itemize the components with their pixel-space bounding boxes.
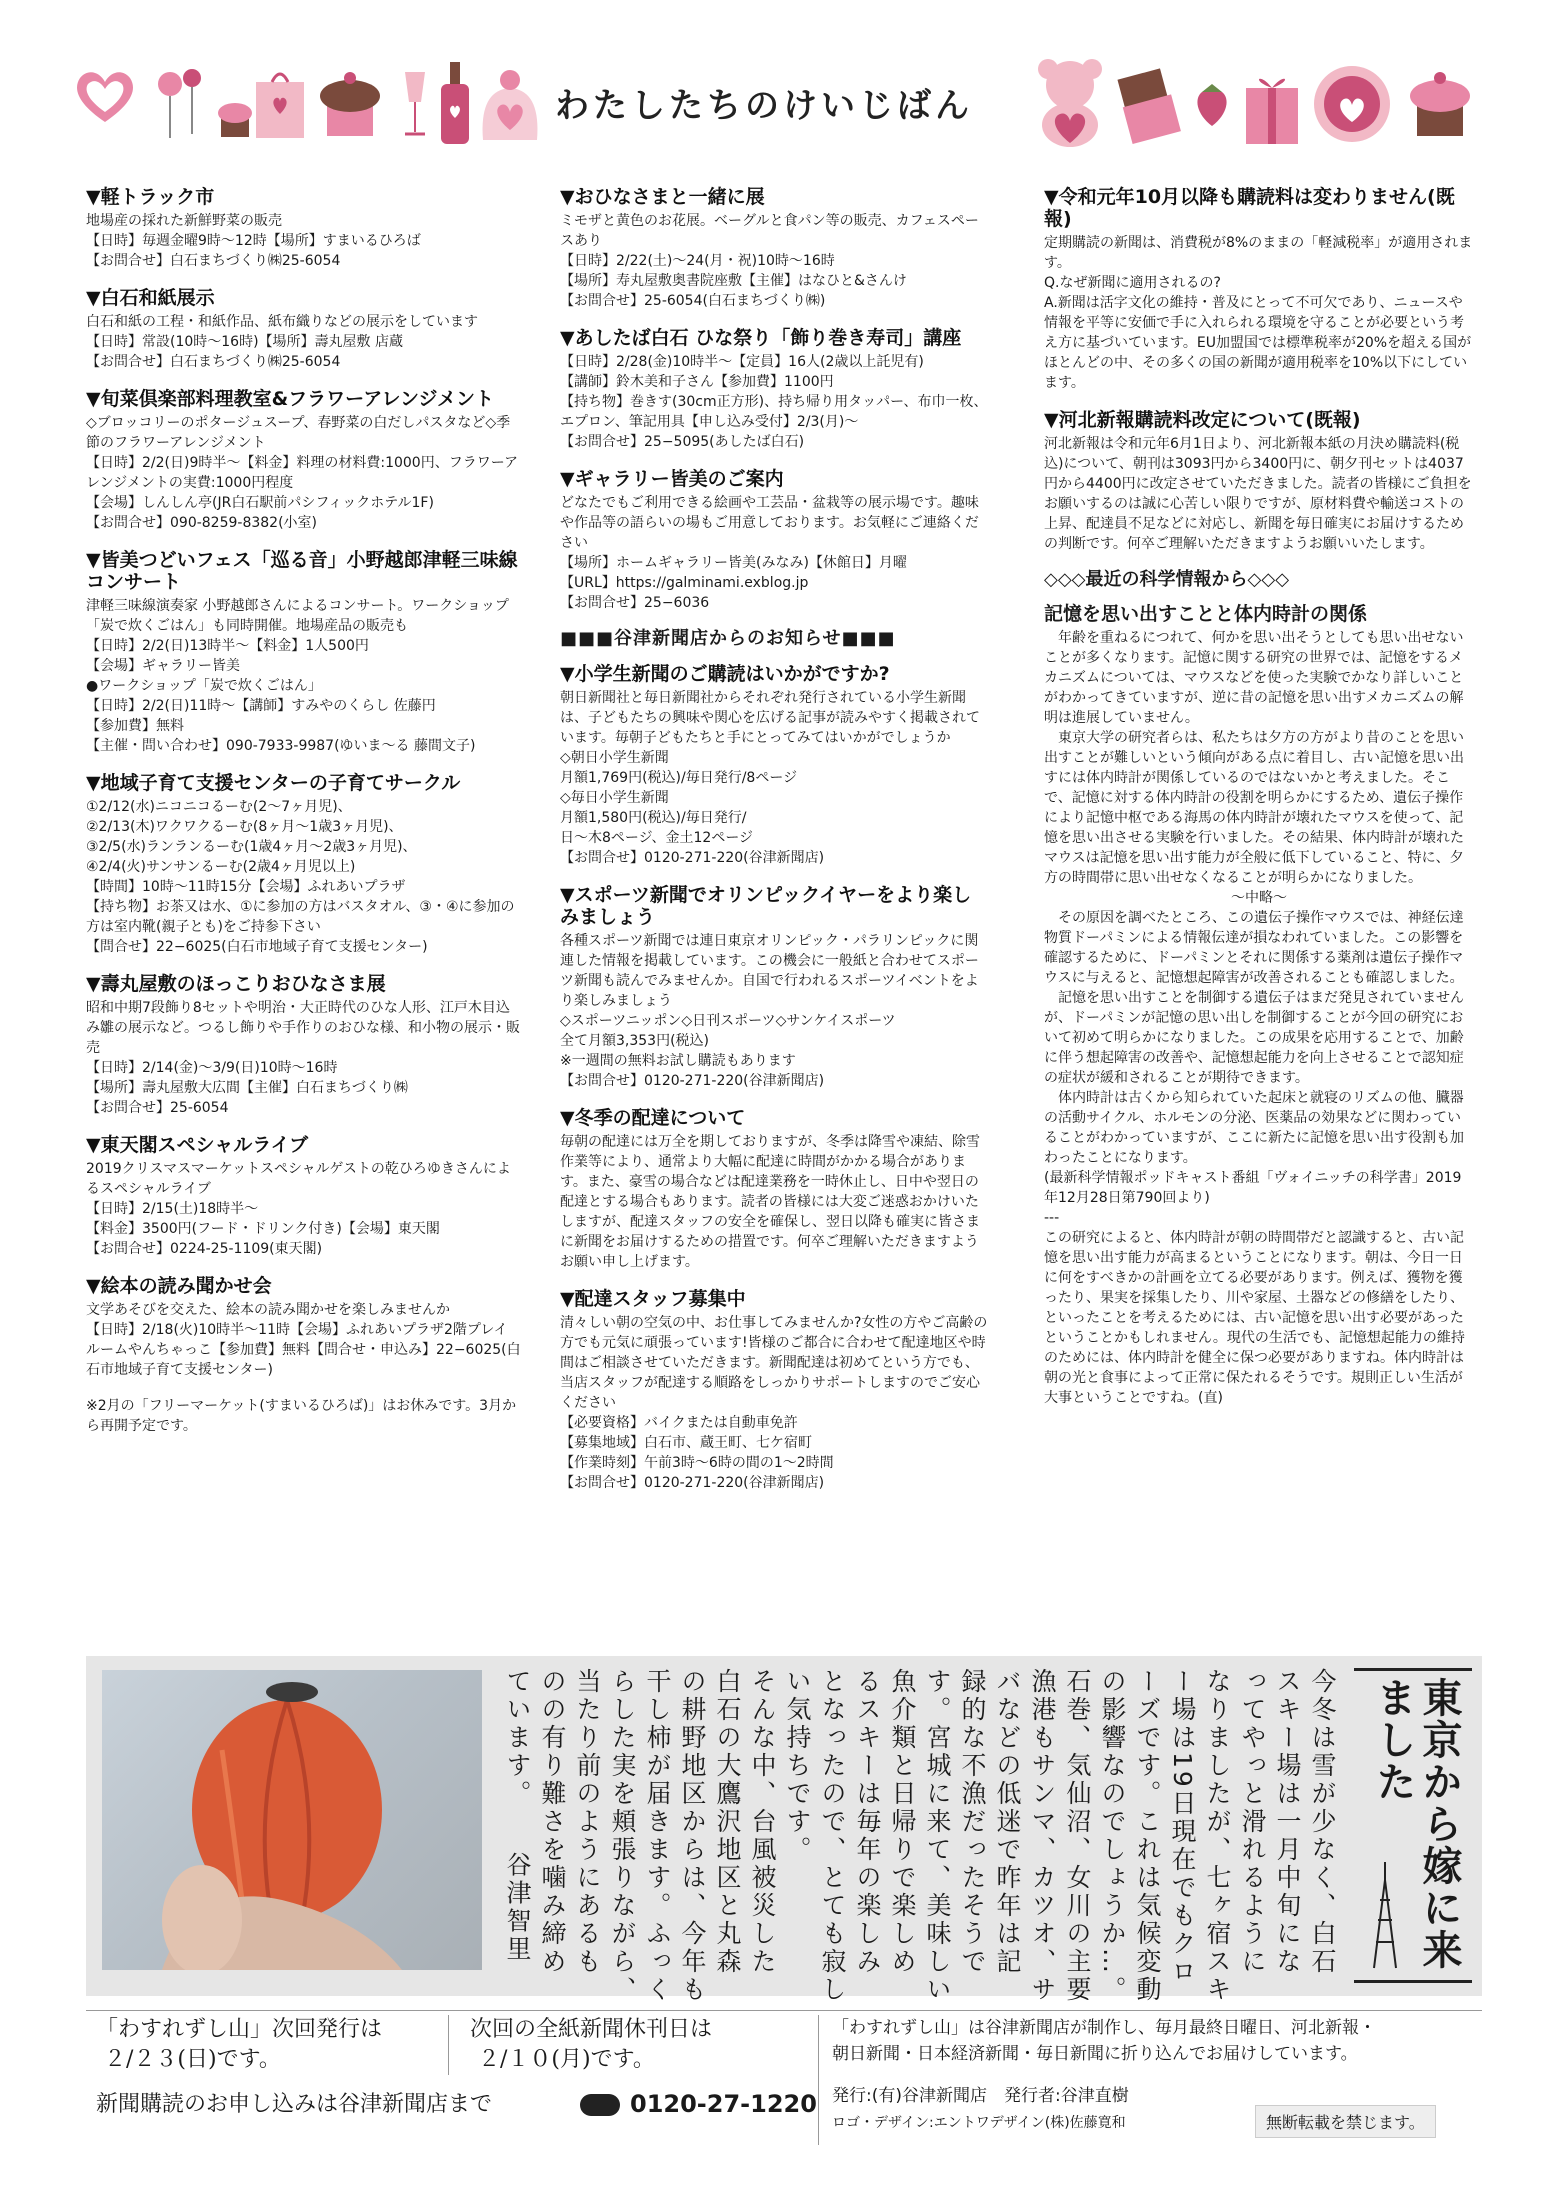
section-title: ▼配達スタッフ募集中	[560, 1288, 746, 1310]
section-line: 【日時】2/2(日)9時半〜【料金】料理の材料費:1000円、フラワーアレンジメントの実費:1000円程度	[86, 455, 519, 491]
tokyo-tower-icon	[1368, 1860, 1402, 1970]
page-title: わたしたちのけいじばん	[555, 86, 973, 126]
event-section	[560, 327, 988, 452]
cupcake-icon	[1405, 62, 1475, 142]
section-line: 【日時】2/22(土)〜24(月・祝)10時〜16時	[560, 253, 835, 269]
section-line: ◇スポーツニッポン◇日刊スポーツ◇サンケイスポーツ	[560, 1013, 896, 1029]
section-line: 【必要資格】バイクまたは自動車免許	[560, 1415, 798, 1431]
section-line: ◇朝日小学生新聞	[560, 750, 669, 766]
section-line: 【日時】2/15(土)18時半〜	[86, 1201, 259, 1217]
section-line: ◇ブロッコリーのポタージュスープ、春野菜の白だしパスタなど◇季節のフラワーアレンジメント	[86, 415, 511, 451]
section-line: 【お問合せ】090-8259-8382(小室)	[86, 515, 318, 531]
section-line: 【問合せ】22−6025(白石市地域子育て支援センター)	[86, 939, 428, 955]
event-section	[560, 186, 988, 311]
section-line: 【講師】鈴木美和子さん【参加費】1100円	[560, 374, 834, 390]
event-section	[86, 186, 521, 271]
essay-column: そんな中、台風被災した	[748, 1668, 777, 1976]
notice-section	[1044, 186, 1474, 393]
section-title: ▼スポーツ新聞でオリンピックイヤーをより楽しみましょう	[560, 884, 972, 928]
essay-column: い気持ちです。	[783, 1668, 812, 1864]
section-line: 日〜木8ページ、金土12ページ	[560, 830, 754, 846]
science-paragraph: 体内時計は古くから知られていた起床と就寝のリズムの他、臓器の活動サイクル、ホルモンの分泌、医薬品の効果などに関わっていることがわかっていますが、ここに新たに記憶を思い出す役割も加わったことになります。	[1044, 1090, 1464, 1166]
strawberry-icon	[1190, 80, 1235, 130]
essay-title: 東京から嫁に来ました	[1370, 1677, 1462, 1971]
phone-number: 0120-27-1220	[630, 2090, 817, 2118]
section-line: 【料金】3500円(フード・ドリンク付き)【会場】東天閣	[86, 1221, 440, 1237]
section-line: ③2/5(水)ランランるーむ(1歳4ヶ月〜2歳3ヶ月児)、	[86, 839, 417, 855]
lollipop-icon	[150, 62, 210, 142]
section-title: ▼軽トラック市	[86, 186, 215, 208]
no-reprint-badge: 無断転載を禁じます。	[1255, 2105, 1436, 2138]
event-section	[560, 468, 988, 613]
essay-column: ーズです。これは気候変動	[1133, 1668, 1162, 2004]
notice-section	[560, 663, 988, 868]
about-text: 「わすれずし山」は谷津新聞店が制作し、毎月最終日曜日、河北新報・ 朝日新聞・日本経済新聞・毎日新聞に折り込んでお届けしています。	[832, 2018, 1376, 2064]
section-line: 【日時】2/2(日)11時〜【講師】すみやのくらし 佐藤円	[86, 698, 436, 714]
section-line: 2019クリスマスマーケットスペシャルゲストの乾ひろゆきさんによるスペシャルライブ	[86, 1161, 511, 1197]
event-section	[86, 287, 521, 372]
section-line: 【場所】寿丸屋敷奥書院座敷【主催】はなひと&さんけ	[560, 273, 907, 289]
section-line: ●ワークショップ「炭で炊くごはん」	[86, 678, 322, 694]
notice-section	[1044, 409, 1474, 554]
section-line: ミモザと黄色のお花展。ベーグルと食パン等の販売、カフェスペースあり	[560, 213, 979, 249]
essay-title-box	[1354, 1668, 1472, 1983]
love-plate-icon	[1310, 62, 1395, 147]
essay-column: スキー場は一月中旬にな	[1273, 1668, 1302, 1976]
essay-column: 録的な不漁だったそうで	[958, 1668, 987, 1976]
section-line: 【お問合せ】白石まちづくり㈱25-6054	[86, 253, 341, 269]
section-line: 白石和紙の工程・和紙作品、紙布織りなどの展示をしています	[86, 314, 478, 330]
dried-persimmon-photo	[102, 1670, 482, 1970]
essay-column: ー場は19日現在でもクロ	[1168, 1668, 1197, 1986]
essay-column: の影響なのでしょうか…。	[1098, 1668, 1127, 2004]
events-column-1	[86, 186, 521, 1436]
section-line: 津軽三味線演奏家 小野越郎さんによるコンサート。ワークショップ「炭で炊くごはん」も同時開催。地場産品の販売も	[86, 598, 509, 634]
section-line: ④2/4(火)サンサンるーむ(2歳4ヶ月児以上)	[86, 859, 356, 875]
notices-column-3	[1044, 186, 1474, 1408]
section-line: 【お問合せ】0120-271-220(谷津新聞店)	[560, 1475, 825, 1491]
section-line: 【作業時刻】午前3時〜6時の間の1〜2時間	[560, 1455, 834, 1471]
section-title: ▼旬菜倶楽部料理教室&フラワーアレンジメント	[86, 388, 494, 410]
section-line: 昭和中期7段飾り8セットや明治・大正時代のひな人形、江戸木目込み雛の展示など。つるし飾りや手作りのおひな様、和小物の展示・販売	[86, 1000, 520, 1056]
header	[0, 0, 1553, 150]
section-title: ▼地域子育て支援センターの子育てサークル	[86, 772, 461, 794]
section-line: 【お問合せ】25-6054	[86, 1100, 229, 1116]
essay-column: らした実を頬張りながら、	[608, 1668, 637, 2004]
section-line: 【日時】2/28(金)10時半〜【定員】16人(2歳以上託児有)	[560, 354, 924, 370]
subscribe-text: 新聞購読のお申し込みは谷津新聞店まで	[96, 2092, 493, 2117]
essay-column: となったので、とても寂し	[818, 1668, 847, 2004]
notice-section	[560, 884, 988, 1091]
wine-bottle-icon	[435, 58, 475, 148]
essay-column: 干し柿が届きます。ふっく	[643, 1668, 672, 2004]
phone-icon	[580, 2094, 620, 2116]
section-line: 【日時】2/14(金)〜3/9(日)10時〜16時	[86, 1060, 338, 1076]
section-title: ▼小学生新聞のご購読はいかがですか?	[560, 663, 890, 685]
section-line: 【お問合せ】白石まちづくり㈱25-6054	[86, 354, 341, 370]
science-paragraph: 年齢を重ねるにつれて、何かを思い出そうとしても思い出せないことが多くなります。記憶に関する研究の世界では、記憶をするメカニズムについては、マウスなどを使った実験でかなり詳しいことがわかってきていますが、逆に昔の記憶を思い出すメカニズムの解明は進展していません。	[1044, 630, 1464, 726]
flea-market-note: ※2月の「フリーマーケット(すまいるひろば)」はお休みです。3月から再開予定です。	[86, 1398, 517, 1434]
gift-bag-icon	[250, 62, 310, 142]
events-column-2	[560, 186, 988, 1509]
holiday-text: 次回の全紙新聞休刊日は ２/１０(月)です。	[470, 2017, 713, 2072]
event-section	[86, 1275, 521, 1380]
section-line: ①2/12(水)ニコニコるーむ(2〜7ヶ月児)、	[86, 799, 352, 815]
essay-column: 白石の大鷹沢地区と丸森	[713, 1668, 742, 1976]
section-line: 毎朝の配達には万全を期しておりますが、冬季は降雪や凍結、除雪作業等により、通常より大幅に配達に時間がかかる場合があります。また、豪雪の場合などは配達業務を一時休止し、日中や翌日の配達とする場合もあります。読者の皆様には大変ご迷惑おかけいたしますが、配達スタッフの安全を確保し、翌日以降も確実に皆さまに新聞をお届けするための措置です。何卒ご理解いただきますようお願い申し上げます。	[560, 1134, 980, 1270]
section-line: ②2/13(木)ワクワクるーむ(8ヶ月〜1歳3ヶ月児)、	[86, 819, 403, 835]
section-title: ▼令和元年10月以降も購読料は変わりません(既報)	[1044, 186, 1455, 230]
notice-section	[560, 1288, 988, 1493]
notice-section	[560, 1107, 988, 1272]
science-paragraph: その原因を調べたところ、この遺伝子操作マウスでは、神経伝達物質ドーパミンによる情報伝達が損なわれていました。この影響を確認するために、ドーパミンとそれに関係する薬剤は遺伝子操作マウスに与えると、記憶想起障害が改善されることも確認しました。	[1044, 910, 1464, 986]
section-line: 【時間】10時〜11時15分【会場】ふれあいプラザ	[86, 879, 406, 895]
section-line: 【場所】壽丸屋敷大広間【主催】白石まちづくり㈱	[86, 1080, 408, 1096]
section-line: 河北新報は令和元年6月1日より、河北新報本紙の月決め購読料(税込)について、朝刊は3093円から3400円に、朝夕刊セットは4037円から4400円に改定させていただきました。読者の皆様にご負担をお願いするのは誠に心苦しい限りですが、原材料費や輸送コストの上昇、配達員不足などに対応し、新聞を毎日確実にお届けするための判断です。何卒ご理解いただきますようお願いいたします。	[1044, 436, 1472, 552]
teddy-bear-icon	[1030, 55, 1110, 150]
publisher-text: 発行:(有)谷津新聞店 発行者:谷津直樹	[832, 2086, 1129, 2106]
love-gift-bag-icon	[475, 60, 545, 145]
section-title: ▼皆美つどいフェス「巡る音」小野越郎津軽三味線コンサート	[86, 549, 518, 593]
section-title: ▼東天閣スペシャルライブ	[86, 1134, 309, 1156]
section-line: 清々しい朝の空気の中、お仕事してみませんか?女性の方やご高齢の方でも元気に頑張っています!皆様のご都合に合わせて配達地区や時間はご相談させていただきます。新聞配達は初めてという方でも、当店スタッフが配達する順路をしっかりサポートしますのでご安心ください	[560, 1315, 988, 1411]
section-title: ▼あしたば白石 ひな祭り「飾り巻き寿司」講座	[560, 327, 962, 349]
champagne-glass-icon	[395, 62, 435, 142]
essay-body	[500, 1668, 1340, 2004]
essay-column: なりましたが、七ヶ宿スキ	[1203, 1668, 1232, 2004]
science-article-title: 記憶を思い出すことと体内時計の関係	[1044, 603, 1368, 625]
section-line: 定期購読の新聞は、消費税が8%のままの「軽減税率」が適用されます。	[1044, 235, 1473, 271]
section-line: A.新聞は活字文化の維持・普及にとって不可欠であり、ニュースや情報を平等に安価で手に入れられる環境を守ることが必要という考え方に基づいています。EU加盟国では標準税率が20%を超える国がほとんどの中、その多くの国の新聞が適用税率を10%以下にしています。	[1044, 295, 1472, 391]
section-line: 【持ち物】お茶又は水、①に参加の方はバスタオル、③・④に参加の方は室内靴(親子とも)をご持参下さい	[86, 899, 515, 935]
essay-column: 今冬は雪が少なく、白石	[1308, 1668, 1337, 1976]
event-section	[86, 1134, 521, 1259]
section-line: ◇毎日小学生新聞	[560, 790, 669, 806]
section-line: 【日時】毎週金曜9時〜12時【場所】すまいるひろば	[86, 233, 421, 249]
essay-column: ってやっと滑れるように	[1238, 1668, 1267, 1976]
event-section	[86, 772, 521, 957]
event-section	[86, 973, 521, 1118]
essay-column: 当たり前のようにあるも	[573, 1668, 602, 1976]
section-line: 【場所】ホームギャラリー皆美(みなみ)【休館日】月曜	[560, 555, 907, 571]
section-title: ▼白石和紙展示	[86, 287, 215, 309]
section-line: 【お問合せ】0120-271-220(谷津新聞店)	[560, 1073, 825, 1089]
section-line: 【会場】しんしん亭(JR白石駅前パシフィックホテル1F)	[86, 495, 434, 511]
design-credit: ロゴ・デザイン:エントワデザイン(株)佐藤寛和	[832, 2115, 1126, 2131]
section-line: 【日時】2/2(日)13時半〜【料金】1人500円	[86, 638, 369, 654]
cupcake-icon	[315, 62, 385, 142]
section-line: 各種スポーツ新聞では連日東京オリンピック・パラリンピックに関連した情報を掲載しています。この機会に一般紙と合わせてスポーツ新聞も読んでみませんか。自国で行われるスポーツイベントをより楽しみましょう	[560, 933, 979, 1009]
section-line: 【日時】2/18(火)10時半〜11時【会場】ふれあいプラザ2階プレイルームやんちゃっこ【参加費】無料【問合せ・申込み】22−6025(白石市地域子育て支援センター)	[86, 1322, 521, 1378]
essay-column: のの有り難さを噛み締め	[538, 1668, 567, 1976]
section-line: 月額1,580円(税込)/毎日発行/	[560, 810, 747, 826]
section-line: 【お問合せ】0224-25-1109(東天閣)	[86, 1241, 323, 1257]
section-line: Q.なぜ新聞に適用されるの?	[1044, 275, 1221, 291]
section-line: 朝日新聞社と毎日新聞社からそれぞれ発行されている小学生新聞は、子どもたちの興味や関心を広げる記事が読みやすく掲載されています。毎朝子どもたちと手にとってみてはいかがでしょうか	[560, 690, 980, 746]
science-paragraph: ---	[1044, 1210, 1060, 1226]
section-line: 全て月額3,353円(税込)	[560, 1033, 710, 1049]
section-line: 【日時】常設(10時〜16時)【場所】壽丸屋敷 店蔵	[86, 334, 404, 350]
shop-notice-heading: ■■■谷津新聞店からのお知らせ■■■	[560, 628, 896, 649]
section-line: 月額1,769円(税込)/毎日発行/8ページ	[560, 770, 798, 786]
section-title: ▼冬季の配達について	[560, 1107, 746, 1129]
section-title: ▼壽丸屋敷のほっこりおひなさま展	[86, 973, 386, 995]
chocolate-bar-icon	[1115, 65, 1185, 145]
section-line: 【募集地域】白石市、蔵王町、七ケ宿町	[560, 1435, 812, 1451]
section-line: 【お問合せ】0120-271-220(谷津新聞店)	[560, 850, 825, 866]
section-line: 【お問合せ】25−5095(あしたば白石)	[560, 434, 805, 450]
section-line: 【参加費】無料	[86, 718, 184, 734]
next-issue-text: 「わすれずし山」次回発行は ２/２３(日)です。	[96, 2017, 383, 2072]
section-line: ※一週間の無料お試し購読もあります	[560, 1053, 796, 1069]
section-line: 【URL】https://galminami.exblog.jp	[560, 575, 809, 591]
essay-column: るスキーは毎年の楽しみ	[853, 1668, 882, 1976]
gift-box-icon	[1240, 62, 1305, 147]
science-paragraph: 東京大学の研究者らは、私たちは夕方の方がより昔のことを思い出すことが難しいという傾向がある点に着目し、古い記憶を思い出すには体内時計が関係しているのではないかと考えました。そこで、記憶に対する体内時計の役割を明らかにするため、遺伝子操作により記憶中枢である海馬の体内時計が壊れたマウスを使って、記憶を思い出させる実験を行いました。その結果、体内時計が壊れたマウスは記憶を思い出す能力が全般に低下していること、特に、夕方の時間帯に思い出せなくなることが明らかになりました。	[1044, 730, 1464, 886]
section-title: ▼河北新報購読料改定について(既報)	[1044, 409, 1361, 431]
section-title: ▼ギャラリー皆美のご案内	[560, 468, 784, 490]
section-title: ▼絵本の読み聞かせ会	[86, 1275, 272, 1297]
cupcake-icon	[215, 95, 255, 140]
section-line: 文学あそびを交えた、絵本の読み聞かせを楽しみませんか	[86, 1302, 450, 1318]
science-paragraph: (最新科学情報ポッドキャスト番組「ヴォイニッチの科学書」2019年12月28日第790回より)	[1044, 1170, 1462, 1206]
essay-column: バなどの低迷で昨年は記	[993, 1668, 1022, 1976]
section-line: 【お問合せ】25−6036	[560, 595, 710, 611]
section-line: 【持ち物】巻きす(30cm正方形)、持ち帰り用タッパー、布巾一枚、エプロン、筆記用具【申し込み受付】2/3(月)〜	[560, 394, 988, 430]
section-line: 【会場】ギャラリー皆美	[86, 658, 240, 674]
section-line: どなたでもご利用できる絵画や工芸品・盆栽等の展示場です。趣味や作品等の語らいの場もご用意しております。お気軽にご連絡ください	[560, 495, 979, 551]
event-section	[86, 549, 521, 756]
heart-candy-icon	[70, 60, 140, 130]
science-heading: ◇◇◇最近の科学情報から◇◇◇	[1044, 569, 1290, 590]
science-paragraph: 〜中略〜	[1231, 890, 1287, 906]
essay-column: 魚介類と日帰りで楽しめ	[888, 1668, 917, 1976]
section-line: 【お問合せ】25-6054(白石まちづくり㈱)	[560, 293, 826, 309]
section-title: ▼おひなさまと一緒に展	[560, 186, 765, 208]
section-line: 地場産の採れた新鮮野菜の販売	[86, 213, 282, 229]
science-paragraph: 記憶を思い出すことを制御する遺伝子はまだ発見されていませんが、ドーパミンが記憶の思い出しを制御することが今回の研究において初めて明らかになりました。この成果を応用することで、加齢に伴う想起障害の改善や、記憶想起能力を向上させることで認知症の症状が緩和されることが期待できます。	[1044, 990, 1464, 1086]
essay-column: す。宮城に来て、美味しい	[923, 1668, 952, 2004]
section-line: 【主催・問い合わせ】090-7933-9987(ゆいま〜る 藤間文子)	[86, 738, 476, 754]
essay-column: の耕野地区からは、今年も	[678, 1668, 707, 2004]
event-section	[86, 388, 521, 533]
essay-column: 漁港もサンマ、カツオ、サ	[1028, 1668, 1057, 2004]
essay-column: ています。 谷津智里	[503, 1668, 532, 1964]
essay-column: 石巻、気仙沼、女川の主要	[1063, 1668, 1092, 2004]
science-paragraph: この研究によると、体内時計が朝の時間帯だと認識すると、古い記憶を思い出す能力が高まるということになります。朝は、今日一日に何をすべきかの計画を立てる必要があります。例えば、獲物を獲ったり、果実を採集したり、川や家屋、土器などの修繕をしたり、といったことを考えるためには、古い記憶を思い出す必要があったということかもしれません。現代の生活でも、記憶想起能力の維持のためには、体内時計を健全に保つ必要がありますね。体内時計は朝の光と食事によって正常に保たれるそうです。規則正しい生活が大事ということですね。(直)	[1044, 1230, 1465, 1406]
